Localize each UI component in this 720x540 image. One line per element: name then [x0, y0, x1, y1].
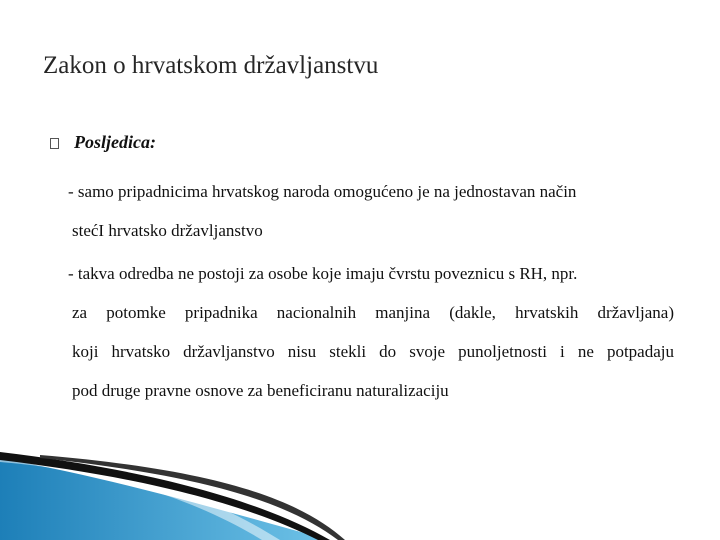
paragraph-1-line-2: stećI hrvatsko državljanstvo	[72, 221, 263, 240]
paragraph-1-line-1: - samo pripadnicima hrvatskog naroda omogućeno je na jednostavan način	[68, 182, 577, 201]
slide-title: Zakon o hrvatskom državljanstvu	[43, 52, 379, 79]
paragraph-2-line-1: - takva odredba ne postoji za osobe koje imaju čvrstu poveznicu s RH, npr.	[68, 264, 578, 283]
paragraph-2-line-3: koji hrvatsko državljanstvo nisu stekli do svoje punoljetnosti i ne potpadaju	[72, 342, 674, 361]
paragraph-2-line-4: pod druge pravne osnove za beneficiranu naturalizaciju	[72, 381, 449, 400]
bullet-label: Posljedica:	[74, 132, 156, 152]
paragraph-2-line-2: za potomke pripadnika nacionalnih manjina (dakle, hrvatskih državljana)	[72, 303, 674, 322]
